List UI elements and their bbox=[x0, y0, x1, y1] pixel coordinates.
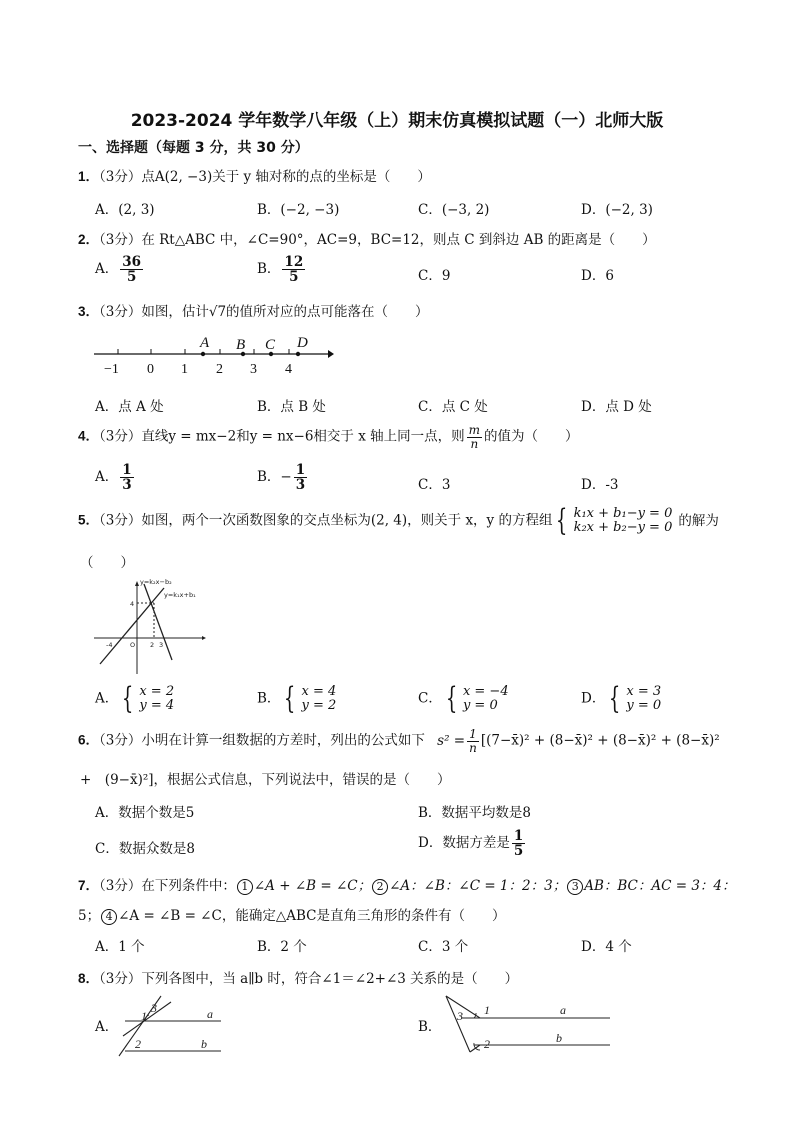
q3-option-a[interactable]: A．点 A 处 bbox=[95, 399, 164, 415]
question-text: （3分）点A(2, −3)关于 y 轴对称的点的坐标是（ ） bbox=[99, 169, 431, 185]
question-2 bbox=[78, 228, 656, 248]
circled-number: 2 bbox=[372, 879, 388, 895]
q3-option-b[interactable]: B．点 B 处 bbox=[257, 399, 326, 415]
option-label: D． bbox=[581, 690, 606, 707]
question-text: （3分）如图，两个一次函数图象的交点坐标为(2, 4)，则关于 x，y 的方程组 bbox=[99, 512, 553, 529]
q5-option-a[interactable] bbox=[95, 681, 175, 716]
question-number: 1． bbox=[78, 169, 100, 184]
numerator: m bbox=[468, 423, 481, 437]
angle-label: 2 bbox=[484, 1037, 490, 1051]
q1-option-b[interactable]: B．(−2, −3) bbox=[257, 202, 340, 218]
arrow-icon bbox=[135, 581, 139, 586]
angle-label: 2 bbox=[135, 1037, 141, 1051]
q6-option-b[interactable]: B．数据平均数是8 bbox=[418, 805, 532, 821]
point-a-dot bbox=[201, 352, 205, 356]
option-label: A． bbox=[95, 469, 119, 486]
q2-option-b[interactable] bbox=[257, 255, 307, 284]
tick-label: 1 bbox=[181, 362, 188, 377]
equation-row: x = 4 bbox=[301, 684, 337, 700]
question-text: （3分）直线y = mx−2和y = nx−6相交于 x 轴上同一点，则 bbox=[99, 428, 465, 445]
q5-option-c[interactable] bbox=[418, 681, 509, 716]
question-number: 3． bbox=[78, 304, 100, 319]
q2-option-c[interactable]: C．9 bbox=[418, 268, 451, 284]
line-label: b bbox=[201, 1037, 207, 1051]
option-label: B． bbox=[257, 690, 281, 707]
numerator: 1 bbox=[469, 727, 477, 741]
q2-option-d[interactable]: D．6 bbox=[581, 268, 614, 284]
question-number: 8． bbox=[78, 971, 100, 986]
denominator: 5 bbox=[126, 269, 137, 286]
number-line-figure bbox=[90, 333, 335, 378]
formula-lhs: s² = bbox=[437, 732, 466, 749]
equation-row: y = 4 bbox=[139, 698, 175, 713]
question-number: 2． bbox=[78, 232, 100, 247]
arrow-icon bbox=[328, 350, 334, 358]
equation-row: k₂x + b₂−y = 0 bbox=[573, 520, 673, 535]
question-1 bbox=[78, 165, 431, 185]
line-label: b bbox=[556, 1031, 562, 1045]
q4-option-b[interactable] bbox=[257, 463, 309, 492]
graph-label: 2 bbox=[150, 641, 155, 649]
fraction bbox=[467, 728, 479, 754]
graph-label: y=k₁x+b₁ bbox=[164, 591, 196, 599]
q5-answer-paren: （ ） bbox=[80, 555, 134, 571]
option-label: A． bbox=[95, 690, 119, 707]
q5-graph bbox=[92, 578, 207, 676]
equation-system: { x = 4 y = 2 bbox=[284, 681, 337, 716]
q7-option-d[interactable]: D．4 个 bbox=[581, 939, 632, 955]
q1-option-c[interactable]: C．(−3, 2) bbox=[418, 202, 490, 218]
condition-3: AB：BC：AC = 3：4： bbox=[584, 878, 736, 894]
tick-label: 3 bbox=[250, 362, 257, 377]
q8-option-a[interactable]: A． bbox=[95, 1019, 119, 1035]
q6-option-a[interactable]: A．数据个数是5 bbox=[95, 805, 195, 821]
denominator: 3 bbox=[295, 477, 306, 494]
option-label: A． bbox=[95, 261, 119, 278]
equation-row: x = −4 bbox=[462, 684, 509, 700]
tick-label: 2 bbox=[216, 362, 223, 377]
section-heading: 一、选择题（每题 3 分，共 30 分） bbox=[78, 140, 309, 156]
equation-row: y = 2 bbox=[301, 698, 337, 713]
q3-option-d[interactable]: D．点 D 处 bbox=[581, 399, 652, 415]
question-number: 6． bbox=[78, 732, 100, 748]
angle-label: 1 bbox=[484, 1003, 490, 1017]
fraction bbox=[282, 255, 305, 284]
transversal-3 bbox=[470, 1045, 480, 1052]
question-text-end: 的解为 bbox=[678, 512, 719, 529]
q2-option-a[interactable] bbox=[95, 255, 145, 284]
q4-option-c[interactable]: C．3 bbox=[418, 477, 451, 493]
question-number: 7． bbox=[78, 878, 100, 893]
question-text: （3分）在 Rt△ABC 中，∠C=90°，AC=9，BC=12，则点 C 到斜边 AB 的距离是（ ） bbox=[99, 232, 656, 248]
graph-label: 3 bbox=[159, 641, 164, 649]
question-6-line-2: + (9−x̄)²]，根据公式信息，下列说法中，错误的是（ ） bbox=[80, 772, 451, 788]
option-label: D．数据方差是 bbox=[418, 835, 510, 852]
q5-option-b[interactable] bbox=[257, 681, 337, 716]
q4-option-d[interactable]: D．-3 bbox=[581, 477, 619, 493]
denominator: n bbox=[470, 436, 479, 451]
fraction bbox=[467, 424, 482, 450]
arrow-icon bbox=[202, 636, 206, 640]
tick-label: 0 bbox=[147, 362, 154, 377]
angle-label: 3 bbox=[151, 1001, 157, 1015]
equation-row: x = 2 bbox=[139, 684, 175, 700]
equation-row: x = 3 bbox=[626, 684, 662, 700]
option-label: C． bbox=[418, 690, 442, 707]
circled-number: 1 bbox=[237, 879, 253, 895]
line-label: a bbox=[207, 1007, 213, 1021]
q4-option-a[interactable] bbox=[95, 463, 136, 492]
point-label: C bbox=[265, 337, 276, 353]
angle-label: 3 bbox=[457, 1009, 463, 1023]
denominator: 5 bbox=[289, 269, 299, 286]
question-number: 5． bbox=[78, 512, 100, 528]
q6-option-d[interactable] bbox=[418, 829, 527, 858]
q7-option-a[interactable]: A．1 个 bbox=[95, 939, 145, 955]
q7-option-c[interactable]: C．3 个 bbox=[418, 939, 469, 955]
condition-3-end: 5； bbox=[78, 908, 101, 924]
graph-label: 4 bbox=[130, 600, 135, 608]
question-text: （3分）如图，估计√7的值所对应的点可能落在（ ） bbox=[99, 304, 429, 320]
question-7-line-2 bbox=[78, 904, 505, 925]
q5-option-d[interactable] bbox=[581, 681, 662, 716]
numerator: 1 bbox=[122, 462, 132, 478]
equation-system: { x = 3 y = 0 bbox=[609, 681, 662, 716]
q3-option-c[interactable]: C．点 C 处 bbox=[418, 399, 488, 415]
graph-label: O bbox=[130, 641, 136, 649]
condition-2: ∠A：∠B：∠C = 1：2：3； bbox=[389, 878, 567, 894]
graph-label: y=k₂x−b₂ bbox=[140, 578, 172, 586]
numerator: 12 bbox=[284, 254, 304, 270]
question-text: （3分）在下列条件中： bbox=[99, 878, 236, 894]
question-8 bbox=[78, 967, 518, 987]
numerator: 1 bbox=[513, 828, 524, 844]
question-text: （3分）下列各图中，当 a∥b 时，符合∠1＝∠2+∠3 关系的是（ ） bbox=[99, 971, 519, 987]
question-5 bbox=[78, 503, 719, 538]
equation-system: { x = 2 y = 4 bbox=[122, 681, 175, 716]
numerator: 36 bbox=[122, 254, 142, 270]
q8-option-b[interactable]: B． bbox=[418, 1019, 442, 1035]
option-label: B．− bbox=[257, 469, 292, 486]
equation-row: y = 0 bbox=[626, 698, 662, 713]
fraction bbox=[120, 463, 133, 492]
equation-row: y = 0 bbox=[462, 698, 498, 713]
denominator: 5 bbox=[513, 843, 524, 860]
fraction bbox=[512, 829, 525, 858]
question-text: （3分）小明在计算一组数据的方差时，列出的公式如下 bbox=[99, 732, 425, 749]
denominator: 3 bbox=[122, 477, 132, 494]
page-title: 2023-2024 学年数学八年级（上）期末仿真模拟试题（一）北师大版 bbox=[130, 111, 664, 131]
circled-number: 4 bbox=[101, 909, 117, 925]
line-label: a bbox=[560, 1003, 566, 1017]
tick-label: 4 bbox=[285, 362, 292, 377]
option-label: B． bbox=[257, 261, 281, 278]
angle-label: 1 bbox=[141, 1009, 147, 1023]
question-3 bbox=[78, 300, 429, 320]
equation-system: { k₁x + b₁−y = 0 k₂x + b₂−y = 0 bbox=[556, 503, 673, 538]
question-4 bbox=[78, 424, 579, 450]
equation-system: { x = −4 y = 0 bbox=[445, 681, 509, 716]
graph-label: -4 bbox=[106, 641, 113, 649]
formula-body: [(7−x̄)² + (8−x̄)² + (8−x̄)² + (8−x̄)² bbox=[480, 732, 720, 749]
circled-number: 3 bbox=[567, 879, 583, 895]
denominator: n bbox=[469, 740, 477, 755]
fraction bbox=[294, 463, 307, 492]
condition-1: ∠A + ∠B = ∠C； bbox=[253, 878, 372, 894]
point-d-dot bbox=[296, 352, 300, 356]
q8-figure-b bbox=[440, 990, 615, 1058]
point-label: A bbox=[200, 335, 210, 351]
numerator: 1 bbox=[295, 462, 306, 478]
tick-label: −1 bbox=[104, 362, 119, 377]
q1-option-a[interactable]: A．(2, 3) bbox=[95, 202, 155, 218]
q7-option-b[interactable]: B．2 个 bbox=[257, 939, 307, 955]
question-text-end: 的值为（ ） bbox=[484, 428, 579, 445]
question-number: 4． bbox=[78, 428, 100, 444]
q8-figure-a bbox=[115, 990, 230, 1058]
question-6 bbox=[78, 728, 720, 754]
transversal-2 bbox=[123, 1002, 171, 1036]
point-label: D bbox=[297, 335, 308, 351]
equation-row: k₁x + b₁−y = 0 bbox=[573, 506, 673, 522]
condition-4: ∠A = ∠B = ∠C，能确定△ABC是直角三角形的条件有（ ） bbox=[118, 908, 506, 924]
question-7 bbox=[78, 874, 736, 895]
point-label: B bbox=[236, 337, 246, 353]
q1-option-d[interactable]: D．(−2, 3) bbox=[581, 202, 653, 218]
fraction bbox=[120, 255, 143, 284]
q6-option-c[interactable]: C．数据众数是8 bbox=[95, 841, 195, 857]
